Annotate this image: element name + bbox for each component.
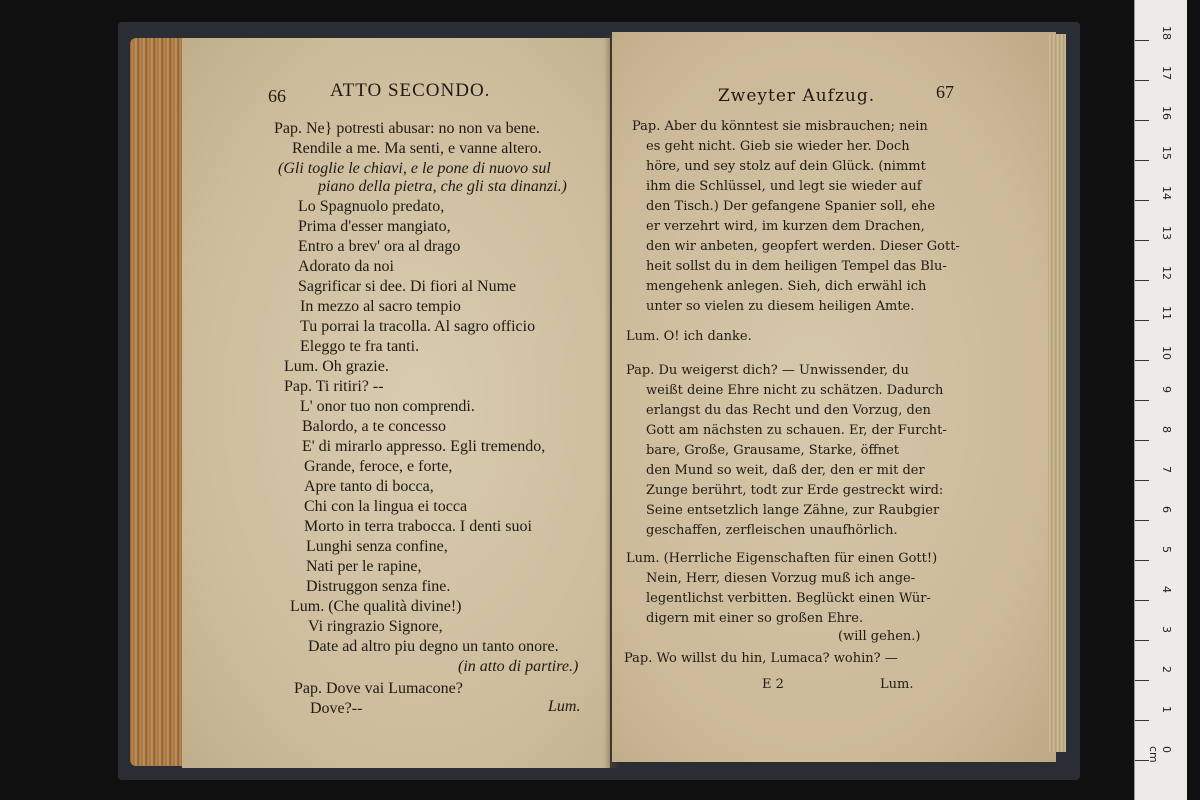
speaker-line: Lum. Oh grazie. — [284, 358, 389, 375]
text-line: In mezzo al sacro tempio — [300, 298, 461, 315]
running-header-right: Zweyter Aufzug. — [718, 86, 876, 106]
ruler-label: 9 — [1160, 386, 1173, 393]
text-line: Sagrificar si dee. Di fiori al Nume — [298, 278, 517, 295]
ruler-label: 18 — [1160, 26, 1173, 40]
text-line: Dove?-- — [310, 700, 363, 717]
ruler-label: 17 — [1160, 66, 1173, 80]
ruler-label: 6 — [1160, 506, 1173, 513]
ruler-label: 10 — [1160, 346, 1173, 360]
text-line: Distruggon senza fine. — [306, 578, 451, 595]
page-number-right: 67 — [936, 82, 954, 102]
ruler-label: 4 — [1160, 586, 1173, 593]
text-line: höre, und sey stolz auf dein Glück. (nimmt — [646, 159, 926, 174]
ruler-label: 8 — [1160, 426, 1173, 433]
speaker-line: Lum. O! ich danke. — [626, 329, 752, 344]
stage-direction: piano della pietra, che gli sta dinanzi.) — [318, 178, 567, 195]
speaker-line: Pap. Du weigerst dich? — Unwissender, du — [626, 363, 909, 378]
ruler-label: 15 — [1160, 146, 1173, 160]
text-line: es geht nicht. Gieb sie wieder her. Doch — [646, 139, 910, 154]
ruler-label: 0 cm — [1147, 746, 1173, 763]
page-number-left: 66 — [268, 86, 286, 106]
text-line: Lo Spagnuolo predato, — [298, 198, 445, 215]
text-line: den wir anbeten, geopfert werden. Dieser Gott- — [646, 239, 960, 254]
speaker-line: Pap. Ti ritiri? -- — [284, 378, 384, 395]
text-line: Pap. Ne} potresti abusar: no non va bene. — [274, 120, 540, 137]
text-line: Pap. Aber du könntest sie misbrauchen; nein — [632, 119, 928, 134]
ruler-label: 2 — [1160, 666, 1173, 673]
text-line: Nati per le rapine, — [306, 558, 422, 575]
text-line: Eleggo te fra tanti. — [300, 338, 420, 355]
catchword: Lum. — [548, 698, 581, 715]
text-line: Apre tanto di bocca, — [304, 478, 434, 495]
text-line: Rendile a me. Ma senti, e vanne altero. — [292, 140, 542, 157]
text-line: heit sollst du in dem heiligen Tempel das Blu- — [646, 259, 947, 274]
text-line: Vi ringrazio Signore, — [308, 618, 443, 635]
text-line: Zunge berührt, todt zur Erde gestreckt wird: — [646, 483, 944, 498]
ruler-label: 1 — [1160, 706, 1173, 713]
text-line: Date ad altro piu degno un tanto onore. — [308, 638, 559, 655]
book-page-edges-right — [1048, 34, 1066, 752]
text-line: mengehenk anlegen. Sieh, dich erwähl ich — [646, 279, 927, 294]
text-line: Nein, Herr, diesen Vorzug muß ich ange- — [646, 571, 916, 586]
text-line: Tu porrai la tracolla. Al sagro officio — [300, 318, 536, 335]
speaker-line: Lum. (Herrliche Eigenschaften für einen Gott!) — [626, 551, 938, 566]
ruler-label: 13 — [1160, 226, 1173, 240]
text-line: digern mit einer so großen Ehre. — [646, 611, 864, 626]
ruler-label: 3 — [1160, 626, 1173, 633]
stage-direction: (Gli toglie le chiavi, e le pone di nuovo sul — [278, 160, 551, 177]
text-line: Prima d'esser mangiato, — [298, 218, 451, 235]
speaker-line: Pap. Dove vai Lumacone? — [294, 680, 463, 697]
text-line: unter so vielen zu diesem heiligen Amte. — [646, 299, 915, 314]
text-line: weißt deine Ehre nicht zu schätzen. Dadurch — [646, 383, 944, 398]
text-line: geschaffen, zerfleischen unaufhörlich. — [646, 523, 898, 538]
text-line: Balordo, a te concesso — [302, 418, 446, 435]
text-line: den Tisch.) Der gefangene Spanier soll, ehe — [646, 199, 936, 214]
signature-mark: E 2 — [762, 677, 784, 692]
speaker-line: Pap. Wo willst du hin, Lumaca? wohin? — — [624, 651, 898, 666]
text-line: er verzehrt wird, im kurzen dem Drachen, — [646, 219, 925, 234]
text-line: Lunghi senza confine, — [306, 538, 448, 555]
text-line: erlangst du das Recht und den Vorzug, den — [646, 403, 931, 418]
measuring-ruler — [1134, 0, 1187, 800]
ruler-label: 11 — [1160, 306, 1173, 320]
right-page — [612, 32, 1056, 762]
ruler-label: 16 — [1160, 106, 1173, 120]
text-line: Adorato da noi — [298, 258, 394, 275]
text-line: Entro a brev' ora al drago — [298, 238, 461, 255]
text-line: den Mund so weit, daß der, den er mit der — [646, 463, 925, 478]
text-line: legentlichst verbitten. Beglückt einen Wür- — [646, 591, 931, 606]
running-header-left: ATTO SECONDO. — [330, 80, 491, 101]
left-page — [182, 38, 610, 768]
text-line: Chi con la lingua ei tocca — [304, 498, 468, 515]
ruler-label: 5 — [1160, 546, 1173, 553]
text-line: Morto in terra trabocca. I denti suoi — [304, 518, 532, 535]
text-line: Seine entsetzlich lange Zähne, zur Raubgier — [646, 503, 940, 518]
text-line: Grande, feroce, e forte, — [304, 458, 453, 475]
speaker-line: Lum. (Che qualità divine!) — [290, 598, 462, 615]
text-line: Gott am nächsten zu schauen. Er, der Furcht- — [646, 423, 947, 438]
text-line: bare, Große, Grausame, Starke, öffnet — [646, 443, 900, 458]
text-line: E' di mirarlo appresso. Egli tremendo, — [302, 438, 546, 455]
ruler-label: 14 — [1160, 186, 1173, 200]
stage-direction: (in atto di partire.) — [458, 658, 579, 675]
catchword: Lum. — [880, 677, 914, 692]
text-line: ihm die Schlüssel, und legt sie wieder auf — [646, 179, 922, 194]
ruler-label: 7 — [1160, 466, 1173, 473]
text-line: L' onor tuo non comprendi. — [300, 398, 475, 415]
book-page-edges-left — [130, 38, 188, 766]
ruler-label: 12 — [1160, 266, 1173, 280]
stage-direction: (will gehen.) — [838, 629, 921, 644]
